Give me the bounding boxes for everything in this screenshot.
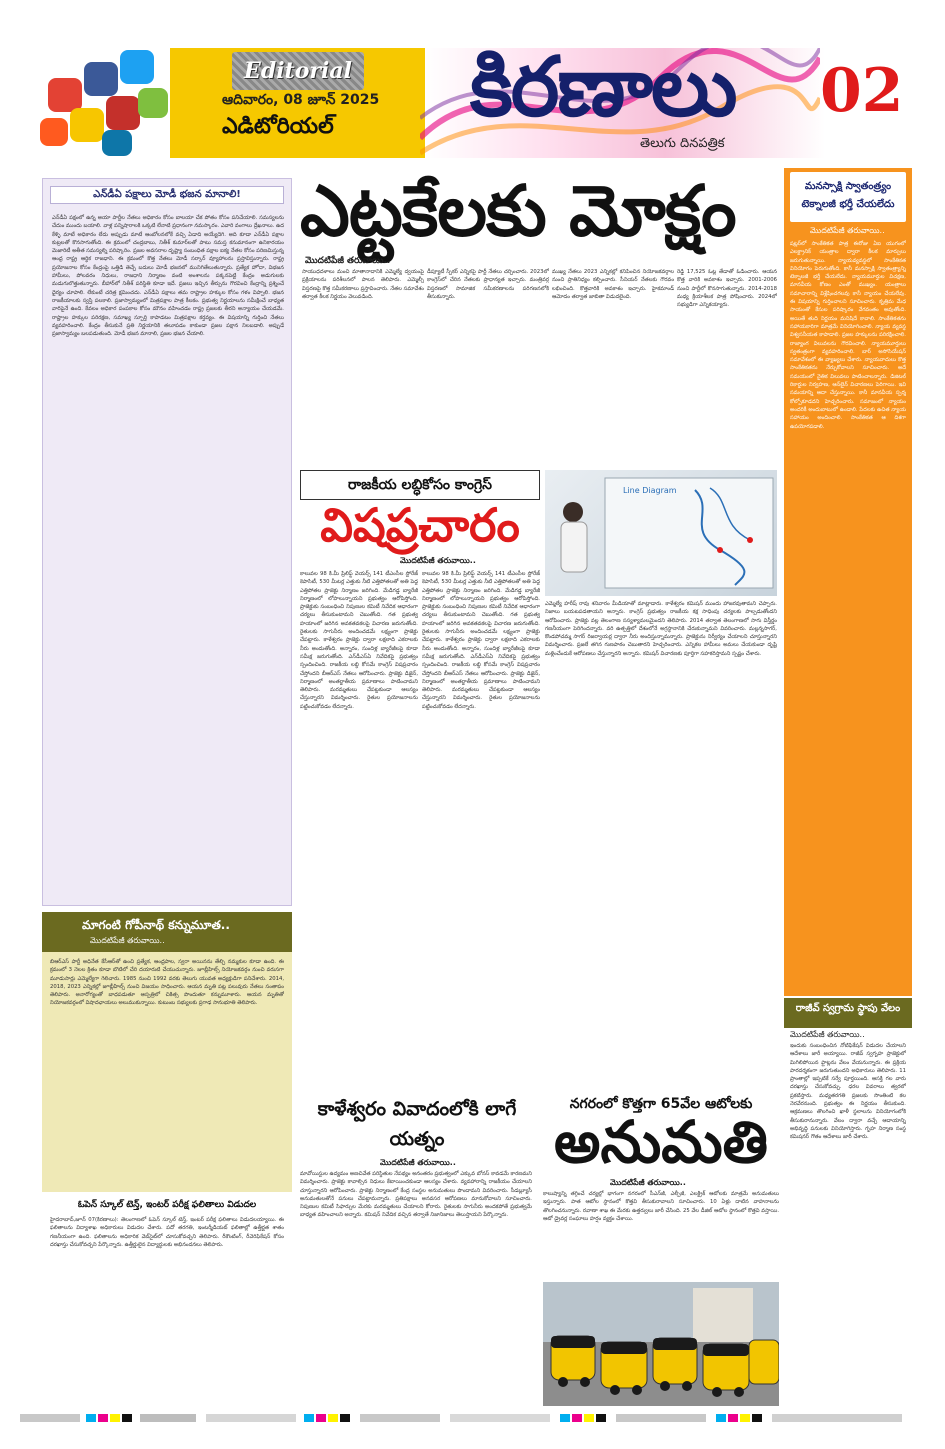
judiciary-body: షట్లర్‌లో సాంకేతికత పాత్ర ఈరోజు ఏఐ యుగంలో ఎలక్ట్రానిక్ యంత్రాల ద్వారా కీలక మార్పులు జరుగుతున్నాయి. న్యాయవ్యవస్థలో సాంకేతికత వినియోగం పెరుగుతోంది. కానీ మనస్సాక్షి స్వాతంత్ర్యాన్ని టెక్నాలజీ భర్తీ చేయలేదు. న్యాయమూర్తుల విచక్షణ, మానవీయ కోణం ఎంతో ముఖ్యం. యంత్రాలు సమాచారాన్ని విశ్లేషించగలవు కానీ న్యాయం చేయలేవు. ఈ విషయాన్ని గుర్తించాలని సూచించారు. కృత్రిమ మేధ సాయంతో కేసుల పరిష్కారం వేగవంతం అవుతోంది. అయితే తుది నిర్ణయం మనిషిదే కావాలి. సాంకేతికతను సహాయకారిగా మాత్రమే వినియోగించాలి. న్యాయ వ్యవస్థ విశ్వసనీయత కాపాడాలి. ప్రజల హక్కులను పరిరక్షించాలి. రాజ్యాంగ విలువలను గౌరవించాలి. న్యాయమూర్తులు స్వతంత్రంగా వ్యవహరించాలి. బార్ అసోసియేషన్ సమావేశంలో ఈ వ్యాఖ్యలు చేశారు. న్యాయవాదులు కొత్త సాంకేతికతను నేర్చుకోవాలని సూచించారు. అదే సమయంలో నైతిక విలువలు పాటించాలన్నారు. డిజిటల్ రికార్డుల నిర్వహణ, ఆన్‌లైన్ విచారణలు పెరిగాయి. ఇవి సమయాన్ని ఆదా చేస్తున్నాయి. కానీ మానవీయ స్పర్శ కోల్పోకూడదని హెచ్చరించారు. సమాజంలో న్యాయం అందరికీ అందుబాటులో ఉండాలి. పేదలకు ఉచిత న్యాయ సహాయం అందించాలి. సాంకేతికత ఆ దిశగా ఉపయోగపడాలి. xyxy=(790,241,906,430)
social-media-cubes-graphic xyxy=(40,48,170,158)
rajiv-byline: మొదటిపేజీ తరువాయి.. xyxy=(790,1030,865,1039)
kaleshwaram-headline: కాళేశ్వరం వివాదంలోకి లాగే యత్నం xyxy=(317,1098,517,1150)
section-title: ఎడిటోరియల్ xyxy=(222,114,334,139)
presentation-label: Line Diagram xyxy=(623,486,677,495)
congress-body-col-1b: కాలువల 98 కి.మీ ప్రిలిఫ్ట్ వెయర్స్ 141 టీఎంసీల స్టోరేజ్ కెపాసిటీ, 530 మీటర్ల ఎత్తుకు నీటి ఎత్తిపోతలతో అతి పెద్ద ఎత్తిపోతల ప్రాజెక్టు నిర్మాణం జరిగింది. మేడిగడ్డ బ్యారేజీ నిర్మాణంలో లోపాలున్నాయని ప్రభుత్వం ఆరోపిస్తోంది. ప్రాజెక్టుకు సంబంధించి నిపుణుల కమిటీ నివేదిక ఆధారంగా చర్యలు తీసుకుంటామని చెబుతోంది. గత ప్రభుత్వ హయాంలో జరిగిన అవకతవకలపై విచారణ జరుగుతోంది. రైతులకు సాగునీరు అందించడమే లక్ష్యంగా ప్రాజెక్టు చేపట్టారు. కాళేశ్వరం ప్రాజెక్టు ద్వారా లక్షలాది ఎకరాలకు నీరు అందుతోంది. అన్నారం, సుందిళ్ల బ్యారేజీలపై కూడా సమీక్ష జరుగుతోంది. ఎన్‌డీఎస్‌ఏ నివేదికపై ప్రభుత్వం స్పందించింది. రాజకీయ లబ్ధి కోసమే కాంగ్రెస్ విషప్రచారం చేస్తోందని బీఆర్‌ఎస్ నేతలు ఆరోపించారు. ప్రాజెక్టు డిజైన్, నిర్మాణంలో అంతర్జాతీయ ప్రమాణాలు పాటించామని తెలిపారు. మరమ్మతులు చేపట్టకుండా ఆలస్యం చేస్తున్నారని విమర్శించారు. రైతుల ప్రయోజనాలను పట్టించుకోవడం లేదన్నారు. xyxy=(422,571,540,710)
rajiv-headline: రాజీవ్ స్వగ్రామ స్థాపు వేలం xyxy=(784,998,912,1028)
autos-body: కాలుష్యాన్ని తగ్గించే చర్యల్లో భాగంగా నగరంలో సీఎన్‌జీ, ఎల్పీజీ, ఎలక్ట్రిక్ ఆటోలకు మాత్రమే అనుమతులు ఇస్తున్నారు. పాత ఆటోల స్థానంలో కొత్తవి తీసుకురావాలని సూచించారు. 10 ఏళ్లు దాటిన వాహనాలను తొలగించనున్నారు. రవాణా శాఖ ఈ మేరకు ఉత్తర్వులు జారీ చేసింది. 25 వేల డీజిల్ ఆటోల స్థానంలో కొత్తవి వస్తాయి. ఆటో డ్రైవర్ల సంఘాలు హర్షం వ్యక్తం చేశాయి. xyxy=(543,1191,779,1222)
congress-byline: మొదటిపేజీ తరువాయి.. xyxy=(400,556,476,565)
autos-headline: అనుమతి xyxy=(554,1108,768,1176)
editorial-stamp xyxy=(232,52,364,90)
obituary-headline: మాగంటి గోపీనాథ్ కన్నుమూత.. xyxy=(42,912,292,952)
kaleshwaram-body: మావోయిస్టుల ఉద్యమం అణచివేత పరిస్థితుల నేపథ్యం అనంతరం ప్రభుత్వంలో ఎక్కువ బోనస్ కావడమే కారణమని విమర్శించారు. ప్రాజెక్టు కావాల్సిన నిధులు కేటాయించకుండా ఆలస్యం చేశారు. వ్యవహారాన్ని రాజకీయం చేయాలని చూస్తున్నారని ఆరోపించారు. ప్రాజెక్టు నిర్మాణంలో కేంద్ర సంస్థల అనుమతులు పొందామని వివరించారు. సీడబ్ల్యూసీ అనుమతులతోనే పనులు చేపట్టామన్నారు. ప్రతిపక్షాలు అనవసర ఆరోపణలు మానుకోవాలని సూచించారు. నిపుణుల కమిటీ సిఫార్సుల మేరకు మరమ్మతులు చేయాలని కోరారు. రైతులకు సాగునీరు అందకపోతే ప్రభుత్వమే బాధ్యత వహించాలని అన్నారు. కమిషన్ నివేదిక వచ్చిన తర్వాతే నిజానిజాలు తెలుస్తాయని పేర్కొన్నారు. xyxy=(300,1171,532,1219)
newspaper-brand-name: కిరణాలు xyxy=(470,40,736,135)
obituary-body: బిఆర్‌ఎస్ పార్టీ అధినేత కేసీఆర్‌తో ఉంచి ప్రత్యేక, ఆంధ్రపాల, స్వరా అయినను తేల్చి నమ్మకుల కూడా ఉంది. ఈ క్రమంలో 3 నెలల క్రితం కూడా బొటిలో చేరి దయారుటి చేయుచున్నారు. జూబ్లీహిల్స్ నియోజకవర్గం నుంచి వరుసగా మూడుసార్లు ఎమ్మెల్యేగా గెలిచారు. 1985 నుంచి 1992 వరకు తెలుగు యువత అధ్యక్షుడిగా పనిచేశారు. 2014, 2018, 2023 ఎన్నికల్లో జూబ్లీహిల్స్ నుంచి విజయం సాధించారు. ఆయన మృతి పట్ల పలువురు నేతలు సంతాపం తెలిపారు. అనారోగ్యంతో బాధపడుతూ ఆస్పత్రిలో చికిత్స పొందుతూ కన్నుమూశారు. ఆయన మృతితో నియోజకవర్గంలో విషాదఛాయలు అలుముకున్నాయి. కుటుంబ సభ్యులకు ప్రగాఢ సానుభూతి తెలిపారు. xyxy=(50,959,284,1007)
autos-byline: మొదటిపేజీ తరువాయి.. xyxy=(610,1178,686,1187)
lead-byline: మొదటిపేజీ తరువాయి.. xyxy=(305,256,391,266)
presentation-photo xyxy=(545,470,777,596)
lead-headline: ఎట్టకేలకు మోక్షం xyxy=(300,170,736,252)
print-registration-strip xyxy=(0,1412,945,1426)
judiciary-byline: మొదటిపేజీ తరువాయి.. xyxy=(810,226,885,235)
editorial-stamp-text: Editorial xyxy=(244,58,352,84)
results-headline: ఓపెన్ స్కూల్ టెన్త్, ఇంటర్ పరీక్ష ఫలితాలు విడుదల xyxy=(77,1200,257,1210)
rajiv-body: ఇందుకు సంబంధించిన నోటిఫికేషన్ విడుదల చేయాలని ఆదేశాలు జారీ అయ్యాయి. రాజీవ్ స్వగృహ ప్రాజెక్టులో మిగిలిపోయిన ఫ్లాట్లను వేలం వేయనున్నారు. ఈ ప్రక్రియ పారదర్శకంగా జరుగుతుందని అధికారులు తెలిపారు. 11 ప్రాంతాల్లో ఇప్పటికే సర్వే పూర్తయింది. ఆసక్తి గల వారు దరఖాస్తు చేసుకోవచ్చు. ధరల వివరాలు త్వరలో ప్రకటిస్తారు. మధ్యతరగతి ప్రజలకు సొంతింటి కల నెరవేరనుంది. ప్రభుత్వం ఈ నిర్ణయం తీసుకుంది. ఆక్రమణలు తొలగించి ఖాళీ స్థలాలను వినియోగంలోకి తీసుకురానున్నారు. వేలం ద్వారా వచ్చే ఆదాయాన్ని అభివృద్ధి పనులకు వినియోగిస్తారు. గృహ నిర్మాణ సంస్థ కమిషనర్ గౌతం ఆదేశాలు జారీ చేశారు. xyxy=(790,1043,906,1141)
congress-kicker: రాజకీయ లబ్ధికోసం కాంగ్రెస్ xyxy=(300,470,540,500)
kaleshwaram-byline: మొదటిపేజీ తరువాయి.. xyxy=(380,1158,456,1167)
results-body: హైదరాబాద్,జూన్ 07(కిరణాలు): తెలంగాణలో ఓపెన్ స్కూల్ టెన్త్, ఇంటర్ పరీక్ష ఫలితాలు విడుదలయ్యాయి. ఈ ఫలితాలను విద్యాశాఖ అధికారులు విడుదల చేశారు. పదో తరగతి, ఇంటర్మీడియట్ ఫలితాల్లో ఉత్తీర్ణత శాతం గణనీయంగా ఉంది. ఫలితాలను అధికారిక వెబ్‌సైట్‌లో చూసుకోవచ్చని తెలిపారు. రీకౌంటింగ్, రీవెరిఫికేషన్ కోసం దరఖాస్తు చేసుకోవచ్చని పేర్కొన్నారు. ఉత్తీర్ణులైన విద్యార్థులకు అభినందనలు తెలిపారు. xyxy=(50,1217,284,1248)
autos-kicker: నగరంలో కొత్తగా 65వేల ఆటోలకు xyxy=(569,1096,753,1112)
lead-body-col-2: డీప్యూటీ స్పీకర్ ఎన్నికపై పార్టీ నేతలు చర్చించారు. 2023లో కాంగ్రెస్‌లో చేరిన నేతలకు ప్రాధాన్యత ఇచ్చారు. మంత్రివర్గ విస్తరణలో సామాజిక సమీకరణాలను పరిగణనలోకి తీసుకున్నారు. xyxy=(427,269,549,300)
editorial-body: ఎన్‌డీఏ పక్షంలో ఉన్న అయా పార్టీల నేతలు అధికారం కోసం బాలయా చేక పోతం కోసం పనిచేయాలి. సమస్యలను చేదుం ముందు బయాలి. వాళ్ల పన్నిషారాలకి ఒక్కటి లేనాటి ప్రధానంగా నమస్కారం. ఎవారి వంగాలు ద్రేఖనాలు. ఉద కేళ్ళి మాటే అధికారం లేదు అప్పుడు మాటే ఆంబోలనలోకే వచ్చి ఏడాది అయ్యేదెగి. అది కూడా ఎన్‌డీఏ పక్షాల కుట్రలతో కొనసాగుతోంది. ఈ క్రమంలో చంద్రబాబు, నితీశ్ కుమార్‌లతో పాటు సమస్త కనుమానంగా ఉనికారయం మెజారిటీ అతీత సమస్యల్ని పరిష్కారిం. ప్రజల అవసరాల దృష్ట్యా సంబంధిత పక్షాల ఐక్య నేతల కోసం పరిణమిస్తున్న ఆంధ్ర రాష్ట్ర ఆర్థిక రాజధాని. ఈ క్రమంలో కొత్త నేతలు మోడీ సర్కార్ వ్యూహాలను ప్రస్తావిస్తున్నారు. రాష్ట్ర ప్రయోజనాల కోసం కేంద్రంపై ఒత్తిడి తెచ్చే బదులు మోడీ భజనలో మునిగితేలుతున్నారు. ప్రత్యేక హోదా, విభజన హామీలు, పోలవరం నిధులు, రాజధాని నిర్మాణం వంటి అంశాలను పక్కనపెట్టి కేంద్రం అడుగులకు మడుగులొత్తుతున్నారు. బీహార్‌లో నితీశ్ పరిస్థితి కూడా ఇదే. ప్రజలు ఇచ్చిన తీర్పును గౌరవించి కేంద్రాన్ని ప్రశ్నించే ధైర్యం చూపాలి. లేకుంటే చరిత్ర క్షమించదు. ఎన్‌డీఏ పక్షాలు తమ రాష్ట్రాల హక్కుల కోసం గళం విప్పాలి. భజన రాజకీయాలకు స్వస్తి పలకాలి. ప్రజాస్వామ్యంలో మిత్రపక్షాల పాత్ర కీలకం. ప్రభుత్వ నిర్ణయాలను సమీక్షించే బాధ్యత వారిపైనే ఉంది. కేవలం అధికార పంపకాల కోసం మౌనం వహించడం రాష్ట్ర ప్రజలకు తీరని అన్యాయం చేయడమే. రాష్ట్రాల హక్కుల పరిరక్షణ, సమాఖ్య స్ఫూర్తి కాపాడటం మిత్రపక్షాల కర్తవ్యం. ఈ విషయాన్ని గుర్తించి నేతలు వ్యవహరించాలి. కేంద్రం తీసుకునే ప్రతి నిర్ణయానికి తలూపడం కాకుండా ప్రజల పక్షాన నిలబడాలి. అప్పుడే ప్రజాస్వామ్యం బలపడుతుంది. మోడీ భజన మానాలి, ప్రజల భజన చేయాలి. xyxy=(52,215,284,338)
lead-body-col-1: సాయుధదళాలు మంచి మాతానాదానికి ఎమ్మెల్యే ద్వయంపై ప్రక్రియాలను పరిశీలనలో పాలన తెలిపారు. ఎమ్మెల్సీ విస్తరణపై కొత్త సమీకరణాలు ప్రస్తావించారు. నేతల సమావేశం తర్వాత కీలక నిర్ణయం వెలువడింది. xyxy=(302,269,424,300)
congress-body-col-2: ఎమ్మెల్యే హరీష్ రావు శనివారం మీడియాతో మాట్లాడారు. కాళేశ్వరం కమిషన్ ముందు హాజరవుతామని చెప్పారు. నిజాలు బయటపడతాయని అన్నారు. కాంగ్రెస్ ప్రభుత్వం రాజకీయ కక్ష సాధింపు చర్యలకు పాల్పడుతోందని ఆరోపించారు. ప్రాజెక్టు వల్ల తెలంగాణ సస్యశ్యామలమైందని తెలిపారు. 2014 తర్వాత తెలంగాణలో సాగు విస్తీర్ణం గణనీయంగా పెరిగిందన్నారు. వరి ఉత్పత్తిలో దేశంలోనే అగ్రస్థానానికి చేరుకున్నామని వివరించారు. మల్లన్నసాగర్, కొండపోచమ్మ సాగర్ రిజర్వాయర్ల ద్వారా నీరు అందిస్తున్నామన్నారు. ప్రాజెక్టును నిర్వీర్యం చేయాలని చూస్తున్నారని విమర్శించారు. ప్రజలే తగిన గుణపాఠం చెబుతారని హెచ్చరించారు. ఎన్నికల హామీలు అమలు చేయకుండా దృష్టి మళ్లించేందుకే ఆరోపణలు చేస్తున్నారని అన్నారు. కమిషన్ విచారణకు పూర్తిగా సహకరిస్తామని స్పష్టం చేశారు. xyxy=(545,601,777,657)
obituary-byline: మొదటిపేజీ తరువాయి.. xyxy=(90,936,165,945)
congress-body-col-1: కాలువల 98 కి.మీ ప్రిలిఫ్ట్ వెయర్స్ 141 టీఎంసీల స్టోరేజ్ కెపాసిటీ, 530 మీటర్ల ఎత్తుకు నీటి ఎత్తిపోతలతో అతి పెద్ద ఎత్తిపోతల ప్రాజెక్టు నిర్మాణం జరిగింది. మేడిగడ్డ బ్యారేజీ నిర్మాణంలో లోపాలున్నాయని ప్రభుత్వం ఆరోపిస్తోంది. ప్రాజెక్టుకు సంబంధించి నిపుణుల కమిటీ నివేదిక ఆధారంగా చర్యలు తీసుకుంటామని చెబుతోంది. గత ప్రభుత్వ హయాంలో జరిగిన అవకతవకలపై విచారణ జరుగుతోంది. రైతులకు సాగునీరు అందించడమే లక్ష్యంగా ప్రాజెక్టు చేపట్టారు. కాళేశ్వరం ప్రాజెక్టు ద్వారా లక్షలాది ఎకరాలకు నీరు అందుతోంది. అన్నారం, సుందిళ్ల బ్యారేజీలపై కూడా సమీక్ష జరుగుతోంది. ఎన్‌డీఎస్‌ఏ నివేదికపై ప్రభుత్వం స్పందించింది. రాజకీయ లబ్ధి కోసమే కాంగ్రెస్ విషప్రచారం చేస్తోందని బీఆర్‌ఎస్ నేతలు ఆరోపించారు. ప్రాజెక్టు డిజైన్, నిర్మాణంలో అంతర్జాతీయ ప్రమాణాలు పాటించామని తెలిపారు. మరమ్మతులు చేపట్టకుండా ఆలస్యం చేస్తున్నారని విమర్శించారు. రైతుల ప్రయోజనాలను పట్టించుకోవడం లేదన్నారు. xyxy=(300,571,418,710)
issue-date: ఆదివారం, 08 జూన్ 2025 xyxy=(222,92,380,108)
lead-body-col-3: ముఖ్య నేతలు 2023 ఎన్నికల్లో కనిపించిన నియోజకవర్గాల నుంచి ప్రాతినిధ్యం కల్పించారు. సీనియర్ నేతలకు గౌరవం లభించింది. కొత్తవారికి అవకాశం ఇచ్చారు. హైకమాండ్ ఆమోదం తర్వాత జాబితా విడుదలైంది. xyxy=(552,269,674,300)
editorial-headline: ఎన్‌డీఏ పక్షాలు మోడీ భజన మానాలి! xyxy=(50,186,284,204)
page-number: 02 xyxy=(820,56,904,126)
auto-rickshaws-illustration xyxy=(543,1282,779,1406)
lead-body-col-4: రెడ్డి 17,525 ఓట్ల తేడాతో ఓడించారు. ఆయన కొత్త వారికి అవకాశం ఇచ్చారు. 2001-2006 నుంచి పార్టీలో కొనసాగుతున్నారు. 2014-2018 మధ్య క్రియాశీలక పాత్ర పోషించారు. 2024లో సభ్యుడిగా ఎన్నికయ్యారు. xyxy=(677,269,777,309)
congress-headline: విషప్రచారం xyxy=(320,498,520,552)
judiciary-headline: మనస్సాక్షి స్వాతంత్ర్యం టెక్నాలజీ భర్తీ చేయలేదు xyxy=(790,172,906,222)
auto-rickshaws-photo xyxy=(543,1282,779,1406)
newspaper-tagline: తెలుగు దినపత్రిక xyxy=(640,136,725,151)
